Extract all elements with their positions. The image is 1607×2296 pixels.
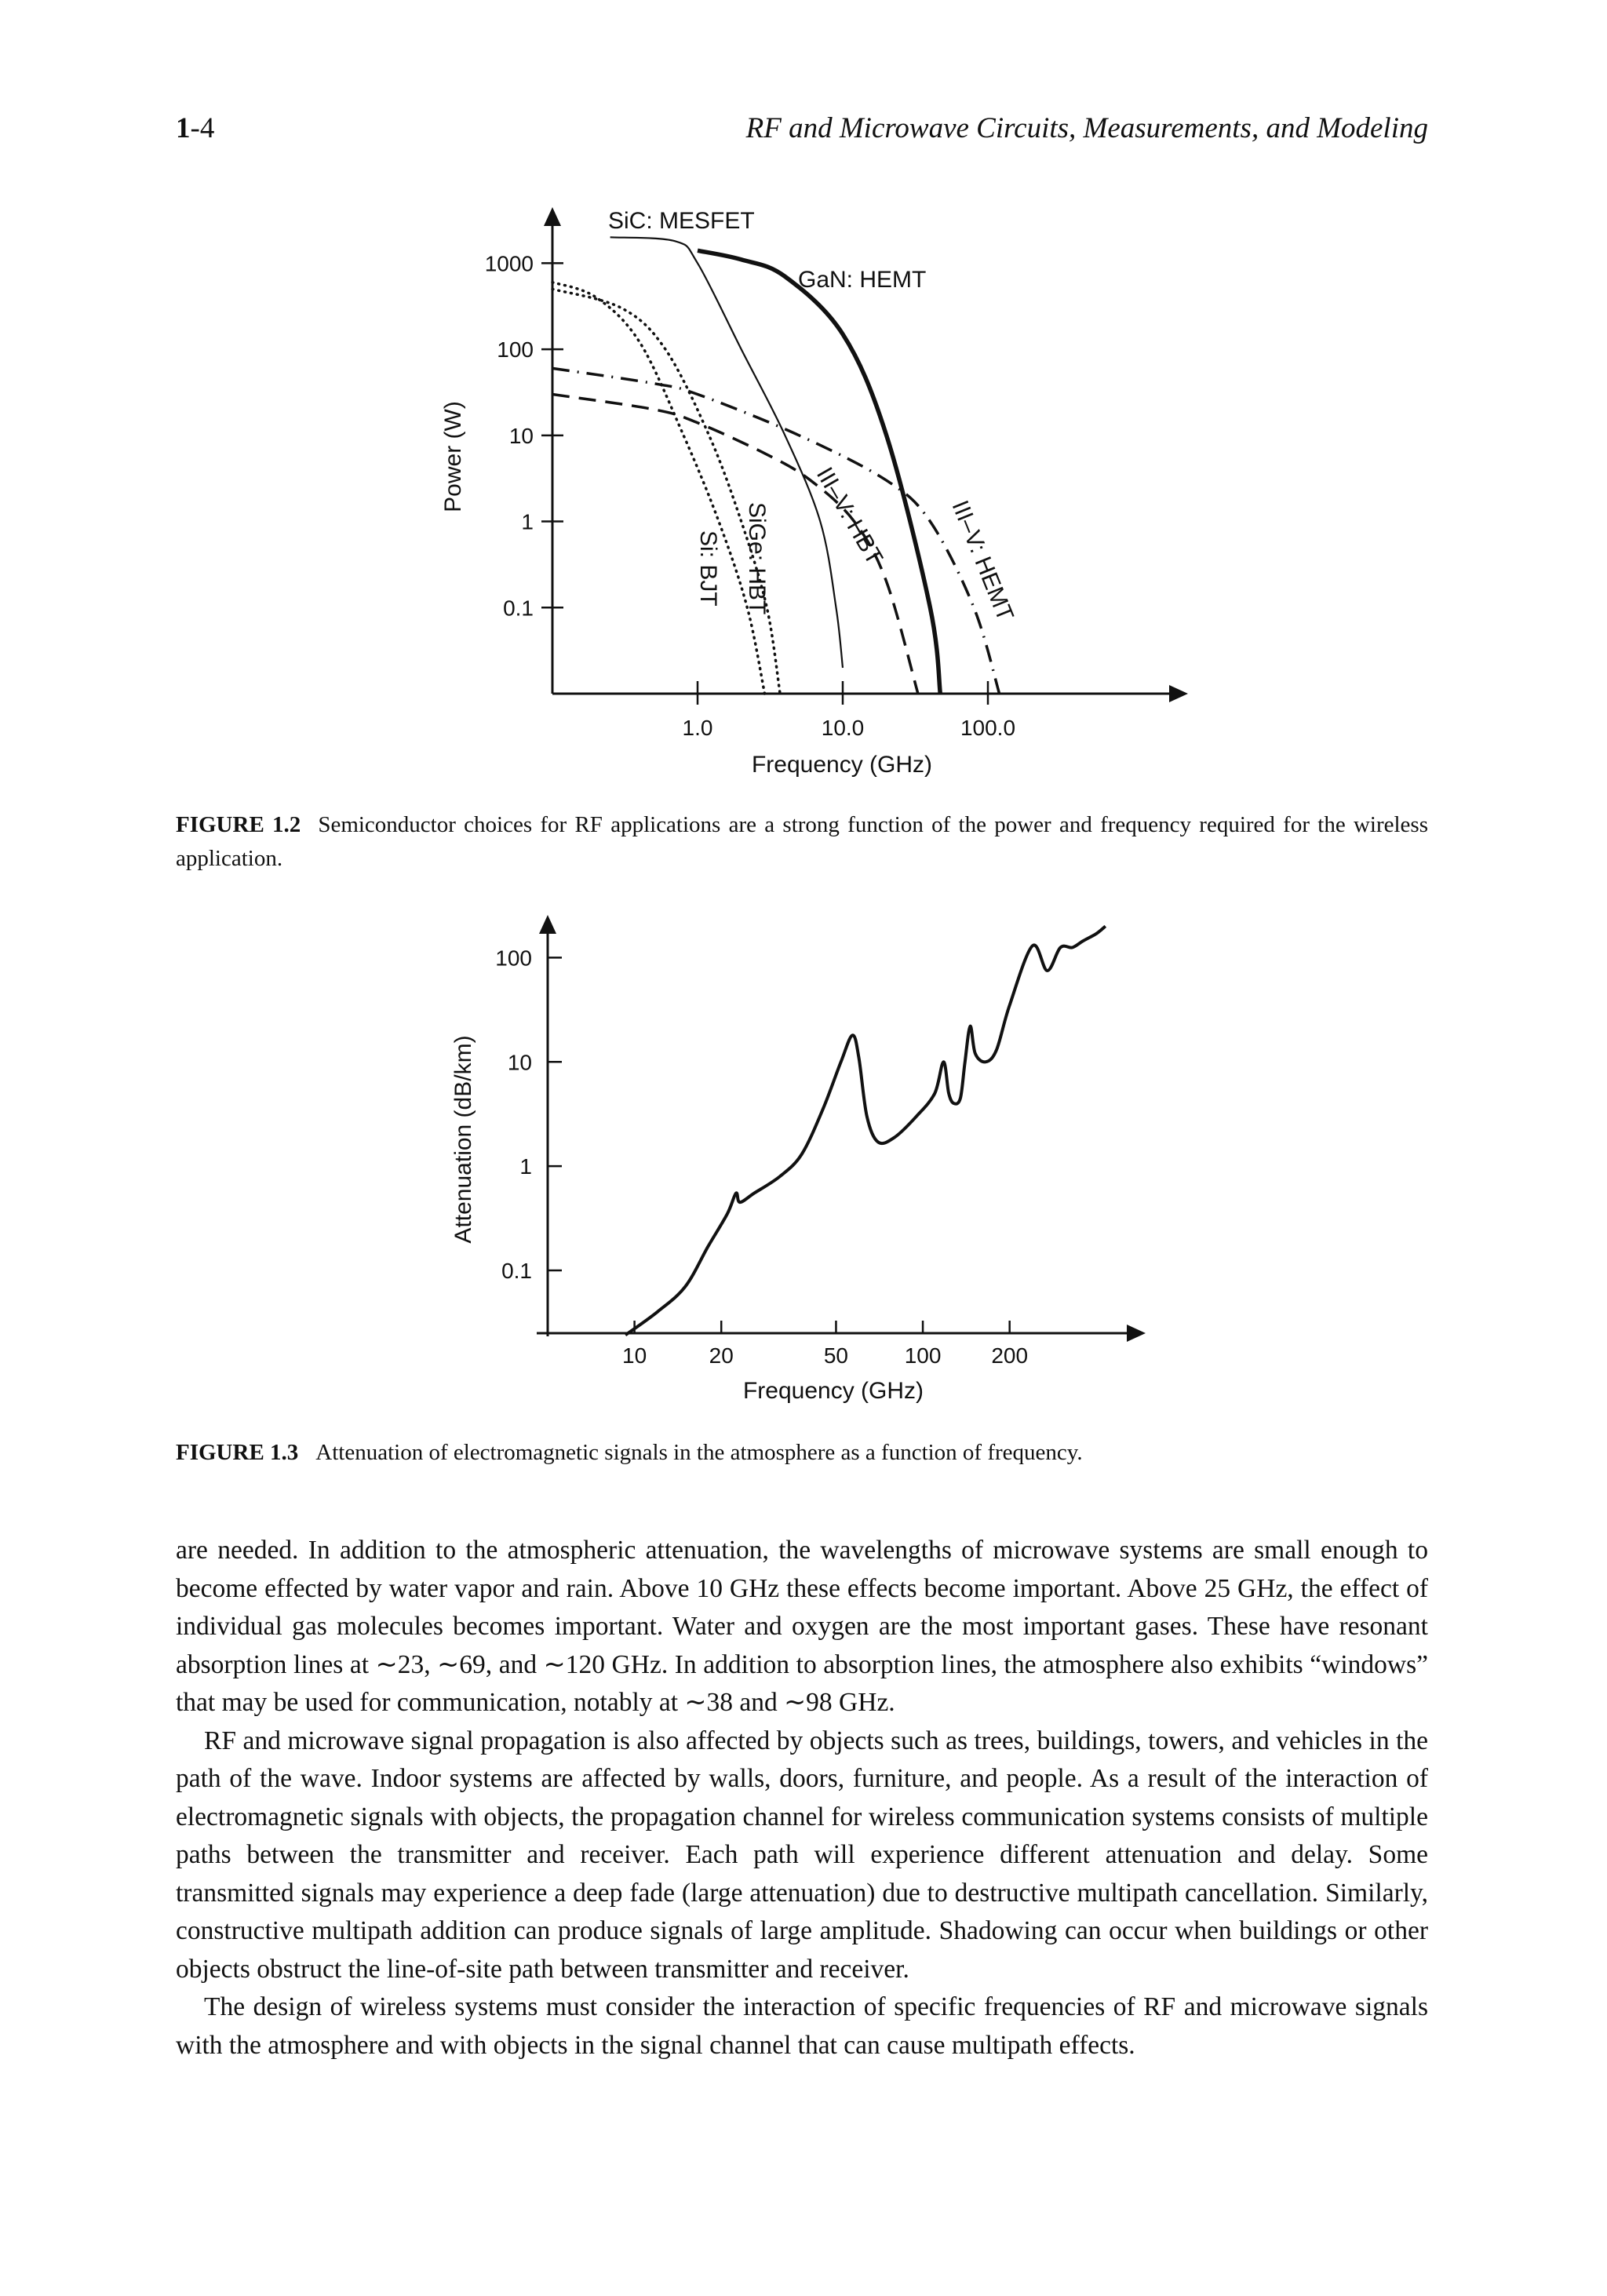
- x-tick-label: 20: [709, 1343, 734, 1368]
- paragraph-2: RF and microwave signal propagation is also affected by objects such as trees, buildings, towers, and vehicles in the path of the wave. Indoor systems are affected by walls, doors, furniture, and people. As a result of the interaction of electromagnetic signals with objects, the propagation channel for wireless communication systems consists of multiple paths between the transmitter and receiver. Each path will experience different attenuation and delay. Some transmitted signals may experience a deep fade (large attenuation) due to destructive multipath cancellation. Similarly, constructive multipath addition can produce signals of large amplitude. Shadowing can occur when buildings or other objects obstruct the line-of-site path between transmitter and receiver.: [176, 1726, 1428, 1984]
- y-axis-arrow: [544, 207, 561, 226]
- page-number: 1-4: [176, 112, 215, 144]
- y-tick-label: 1000: [484, 251, 534, 276]
- running-title: RF and Microwave Circuits, Measurements, and Modeling: [745, 112, 1428, 144]
- x-tick-label: 10: [622, 1343, 647, 1368]
- y-tick-label: 100: [497, 337, 534, 363]
- series-line-si-bjt: [552, 282, 765, 694]
- y-tick-label: 100: [495, 946, 532, 971]
- series-label-si-bjt: Si: BJT: [695, 530, 721, 607]
- figure-1-2-caption: [176, 808, 1428, 876]
- x-axis-label: Frequency (GHz): [751, 752, 933, 778]
- figure-1-3-caption-text: Attenuation of electromagnetic signals in the atmosphere as a function of frequency.: [315, 1440, 1083, 1465]
- series-label-gan-hemt: GaN: HEMT: [798, 267, 927, 293]
- y-axis-arrow: [539, 915, 556, 934]
- x-tick-label: 200: [991, 1343, 1029, 1368]
- series-line-sic-mesfet: [610, 237, 843, 668]
- y-tick-label: 0.1: [503, 596, 534, 621]
- x-tick-label: 1.0: [682, 716, 713, 740]
- y-tick-label: 10: [507, 1050, 532, 1075]
- figure-1-2-label: FIGURE 1.2: [176, 812, 301, 837]
- attenuation-curve: [625, 926, 1106, 1335]
- series-line-sige-hbt: [552, 289, 780, 694]
- series-label-iii-v-hbt: III–V: HBT: [811, 463, 888, 570]
- series-label-iii-v-hemt: III–V: HEMT: [946, 497, 1018, 625]
- series-label-sige-hbt: SiGe: HBT: [744, 502, 770, 615]
- y-axis-label: Attenuation (dB/km): [450, 1035, 476, 1244]
- paragraph-3: The design of wireless systems must consider the interaction of specific frequencies of RF and microwave signals with the atmosphere and with objects in the signal channel that can cause multipath effects.: [176, 1992, 1428, 2060]
- x-tick-label: 50: [823, 1343, 849, 1368]
- y-tick-label: 10: [508, 423, 534, 448]
- x-axis-arrow: [1127, 1325, 1146, 1342]
- x-axis-arrow: [1169, 685, 1188, 702]
- x-tick-label: 100: [904, 1343, 942, 1368]
- figure-1-2-chart: [0, 0, 1607, 793]
- body-text: [176, 1532, 1428, 2065]
- y-tick-label: 1: [521, 509, 534, 534]
- series-label-sic-mesfet: SiC: MESFET: [608, 208, 755, 234]
- figure-1-3-caption: [176, 1436, 1428, 1470]
- x-tick-label: 100.0: [960, 716, 1016, 740]
- y-tick-label: 1: [519, 1154, 532, 1179]
- figure-1-2-caption-text: Semiconductor choices for RF applications are a strong function of the power and frequency required for the wireless application.: [176, 812, 1428, 871]
- figure-1-3-label: FIGURE 1.3: [176, 1440, 299, 1465]
- x-axis-label: Frequency (GHz): [742, 1378, 924, 1404]
- paragraph-1: are needed. In addition to the atmospheric attenuation, the wavelengths of microwave systems are small enough to become effected by water vapor and rain. Above 10 GHz these effects become important. Above 25 GHz, the effect of individual gas molecules becomes important. Water and oxygen are the most important gases. These have resonant absorption lines at ∼23, ∼69, and ∼120 GHz. In addition to absorption lines, the atmosphere also exhibits “windows” that may be used for communication, notably at ∼38 and ∼98 GHz.: [176, 1536, 1428, 1717]
- y-tick-label: 0.1: [501, 1259, 532, 1284]
- y-axis-label: Power (W): [440, 401, 466, 512]
- figure-1-3-chart: [0, 902, 1607, 1404]
- x-tick-label: 10.0: [821, 716, 865, 740]
